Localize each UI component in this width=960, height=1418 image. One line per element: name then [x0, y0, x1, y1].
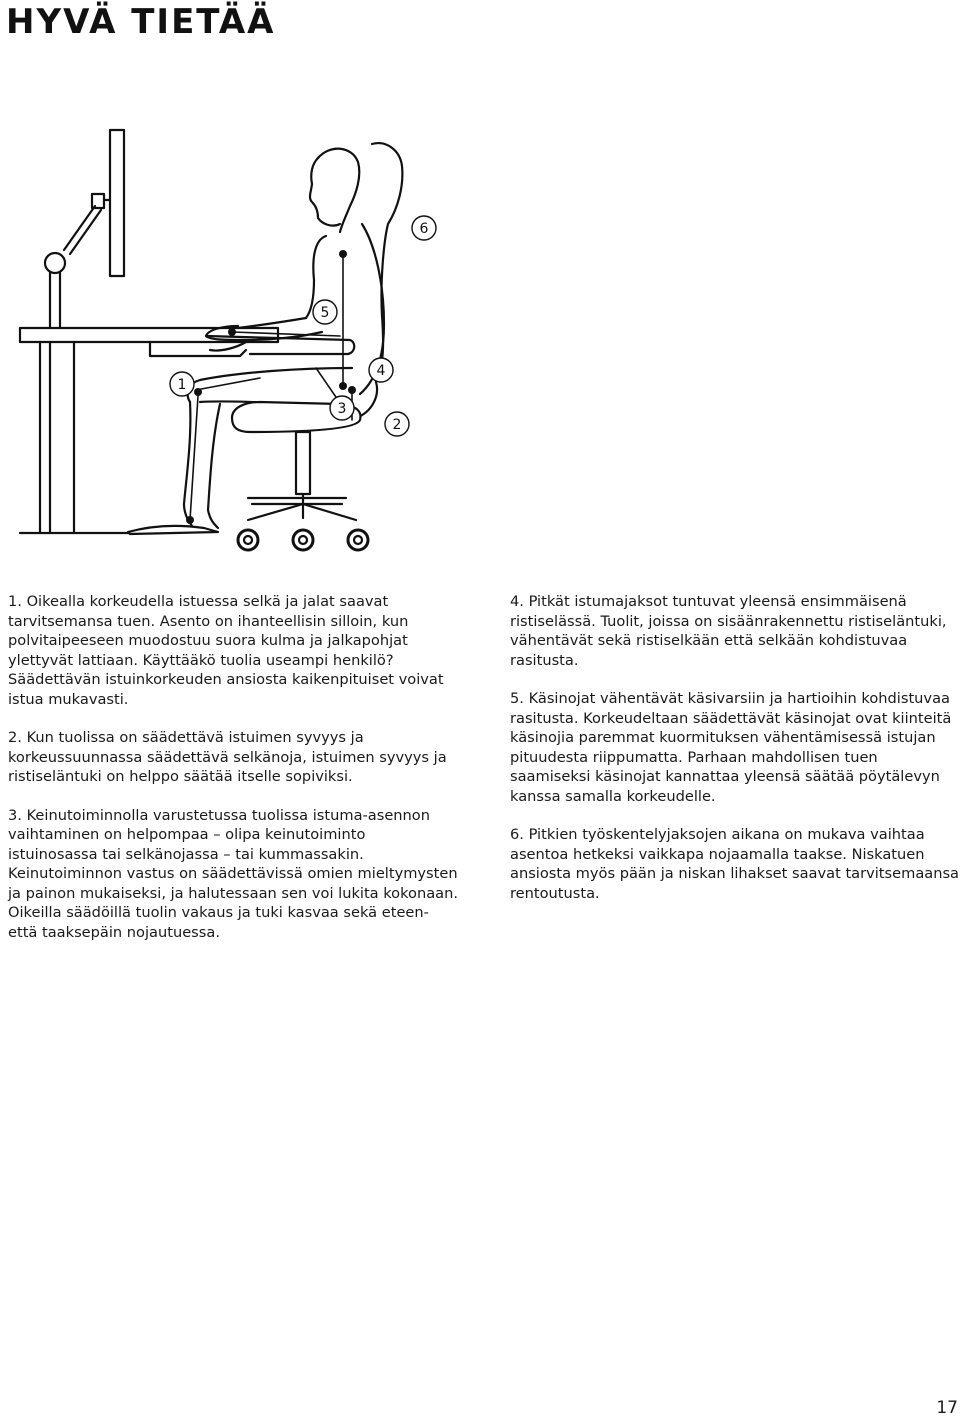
callout-1: 1	[177, 377, 187, 393]
ergonomic-chair-illustration	[0, 100, 480, 570]
callout-3: 3	[337, 401, 347, 417]
callout-4: 4	[376, 363, 386, 379]
section-4-text: 4. Pitkät istumajaksot tuntuvat yleensä ensimmäisenä ristiselässä. Tuolit, joissa on sisäänrakennettu ristiseläntuki, vähentävät sekä ristiselkään että selkään kohdistuvaa rasitusta.	[510, 593, 947, 669]
section-6-text: 6. Pitkien työskentelyjaksojen aikana on mukava vaihtaa asentoa hetkeksi vaikkapa nojaamalla taakse. Niskatuen ansiosta myös pään ja niskan lihakset saavat tarvitsemaansa rentoutusta.	[510, 826, 959, 902]
monitor-drawing	[45, 130, 124, 328]
page-title: HYVÄ TIETÄÄ	[6, 2, 276, 42]
page-number: 17	[936, 1398, 958, 1418]
section-2-text: 2. Kun tuolissa on säädettävä istuimen syvyys ja korkeussuunnassa säädettävä selkänoja, istuimen syvyys ja ristiseläntuki on helppo säätää itselle sopiviksi.	[8, 729, 447, 785]
callout-6: 6	[419, 221, 429, 237]
section-3-text: 3. Keinutoiminnolla varustetussa tuolissa istuma-asennon vaihtaminen on helpompaa – olipa keinutoiminto istuinosassa tai selkänojassa – tai kummassakin. Keinutoiminnon vastus on säädettävissä omien mieltymysten ja painon mukaiseksi, ja halutessaan sen voi lukita kokonaan. Oikeilla säädöillä tuolin vakaus ja tuki kasvaa sekä eteen- että taaksepäin nojautuessa.	[8, 806, 458, 941]
section-1-text: 1. Oikealla korkeudella istuessa selkä ja jalat saavat tarvitsemansa tuen. Asento on ihanteellisin silloin, kun polvitaipeeseen muodostuu suora kulma ja jalkapohjat ylettyvät lattiaan. Käyttääkö tuolia useampi henkilö? Säädettävän istuinkorkeuden ansiosta kaikenpituiset voivat istua mukavasti.	[8, 593, 444, 708]
callout-2: 2	[392, 417, 402, 433]
callout-5: 5	[320, 305, 330, 321]
section-5-text: 5. Käsinojat vähentävät käsivarsiin ja hartioihin kohdistuvaa rasitusta. Korkeudeltaan säädettävät käsinojat ovat kiinteitä käsinojia paremmat kuormituksen vähentämisessä istujan pituudesta riippumatta. Parhaan mahdollisen tuen saamiseksi käsinojat kannattaa yleensä säätää pöytälevyn kanssa samalla korkeudelle.	[510, 690, 952, 805]
right-column	[510, 592, 960, 922]
chair-wheels	[238, 530, 368, 550]
leader-lines	[190, 254, 352, 520]
left-column	[8, 592, 458, 961]
